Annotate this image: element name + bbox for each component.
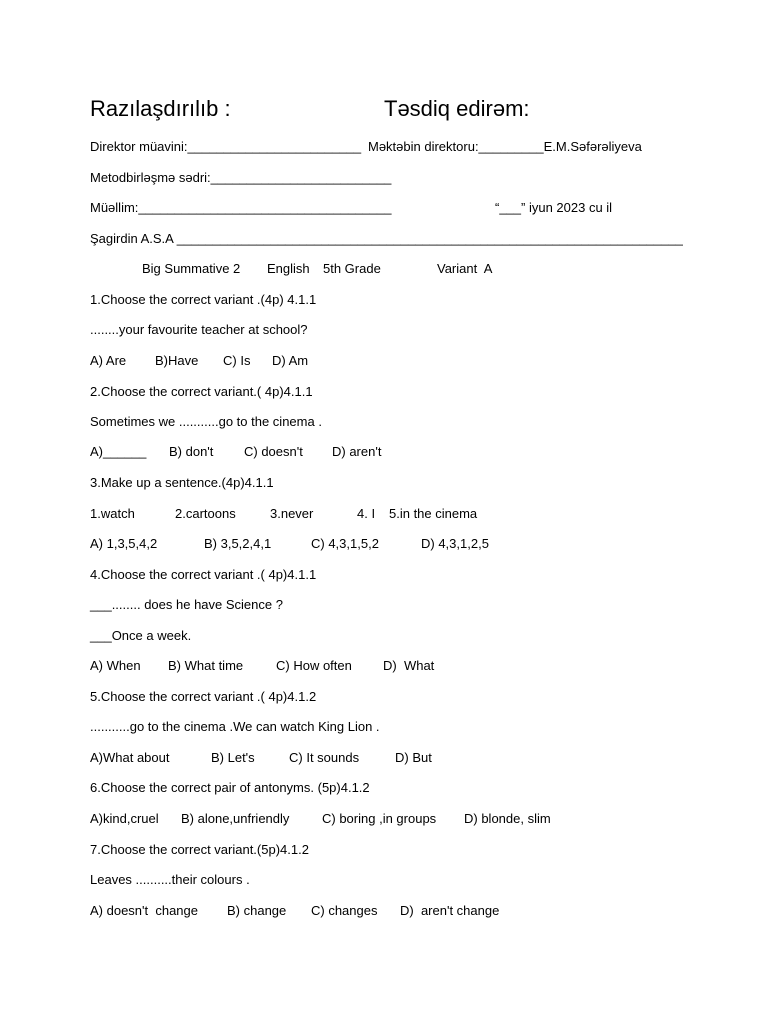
q6-option-c: C) boring ,in groups xyxy=(322,811,437,826)
q6-option-b: B) alone,unfriendly xyxy=(181,811,290,826)
q3-word-3: 3.never xyxy=(270,506,314,521)
q2-option-b: B) don't xyxy=(169,444,214,459)
question-7-prompt: 7.Choose the correct variant.(5p)4.1.2 xyxy=(90,842,309,857)
q1-option-d: D) Am xyxy=(272,353,309,368)
q6-option-a: A)kind,cruel xyxy=(90,811,159,826)
teacher-line: Müəllim:___________________________________ xyxy=(90,200,392,215)
q2-option-d: D) aren't xyxy=(332,444,382,459)
q3-option-c: C) 4,3,1,5,2 xyxy=(311,536,379,551)
q5-option-b: B) Let's xyxy=(211,750,255,765)
q1-option-b: B)Have xyxy=(155,353,199,368)
school-director-line: Məktəbin direktoru:_________E.M.Səfərəliyeva xyxy=(368,139,642,154)
q4-option-d: D) What xyxy=(383,658,435,673)
q3-option-d: D) 4,3,1,2,5 xyxy=(421,536,489,551)
q3-word-4: 4. I xyxy=(357,506,376,521)
student-name-line: Şagirdin A.S.A ______________________________________________________________________ xyxy=(90,231,683,246)
question-4-prompt: 4.Choose the correct variant .( 4p)4.1.1 xyxy=(90,567,317,582)
q7-option-c: C) changes xyxy=(311,903,378,918)
question-5-prompt: 5.Choose the correct variant .( 4p)4.1.2 xyxy=(90,689,317,704)
exam-title: Big Summative 2 xyxy=(142,261,241,276)
q1-option-a: A) Are xyxy=(90,353,127,368)
question-6-prompt: 6.Choose the correct pair of antonyms. (5p)4.1.2 xyxy=(90,780,370,795)
q6-option-d: D) blonde, slim xyxy=(464,811,551,826)
q2-option-a: A)______ xyxy=(90,444,147,459)
right-title: Təsdiq edirəm: xyxy=(384,96,530,121)
q5-option-d: D) But xyxy=(395,750,432,765)
question-7-text: Leaves ..........their colours . xyxy=(90,872,250,887)
q5-option-c: C) It sounds xyxy=(289,750,360,765)
q3-option-b: B) 3,5,2,4,1 xyxy=(204,536,272,551)
question-1-text: ........your favourite teacher at school? xyxy=(90,322,308,337)
exam-variant: Variant A xyxy=(437,261,493,276)
q3-word-1: 1.watch xyxy=(90,506,135,521)
q5-option-a: A)What about xyxy=(90,750,170,765)
methodology-head-line: Metodbirləşmə sədri:_________________________ xyxy=(90,170,392,185)
q4-option-b: B) What time xyxy=(168,658,244,673)
left-title: Razılaşdırılıb : xyxy=(90,96,231,121)
q7-option-b: B) change xyxy=(227,903,287,918)
q1-option-c: C) Is xyxy=(223,353,251,368)
q3-word-5: 5.in the cinema xyxy=(389,506,478,521)
deputy-director-line: Direktor müavini:________________________ xyxy=(90,139,362,154)
q2-option-c: C) doesn't xyxy=(244,444,303,459)
question-2-text: Sometimes we ...........go to the cinema . xyxy=(90,414,322,429)
exam-grade: 5th Grade xyxy=(323,261,381,276)
q3-option-a: A) 1,3,5,4,2 xyxy=(90,536,158,551)
question-4-text: ___........ does he have Science ? xyxy=(90,597,283,612)
question-4-text-2: ___Once a week. xyxy=(90,628,192,643)
q4-option-a: A) When xyxy=(90,658,141,673)
exam-subject: English xyxy=(267,261,310,276)
q7-option-d: D) aren't change xyxy=(400,903,500,918)
question-2-prompt: 2.Choose the correct variant.( 4p)4.1.1 xyxy=(90,384,313,399)
q7-option-a: A) doesn't change xyxy=(90,903,198,918)
q4-option-c: C) How often xyxy=(276,658,352,673)
q3-word-2: 2.cartoons xyxy=(175,506,236,521)
question-3-prompt: 3.Make up a sentence.(4p)4.1.1 xyxy=(90,475,274,490)
question-1-prompt: 1.Choose the correct variant .(4p) 4.1.1 xyxy=(90,292,317,307)
date-line: “___” iyun 2023 cu il xyxy=(495,200,613,215)
question-5-text: ...........go to the cinema .We can watch King Lion . xyxy=(90,719,380,734)
